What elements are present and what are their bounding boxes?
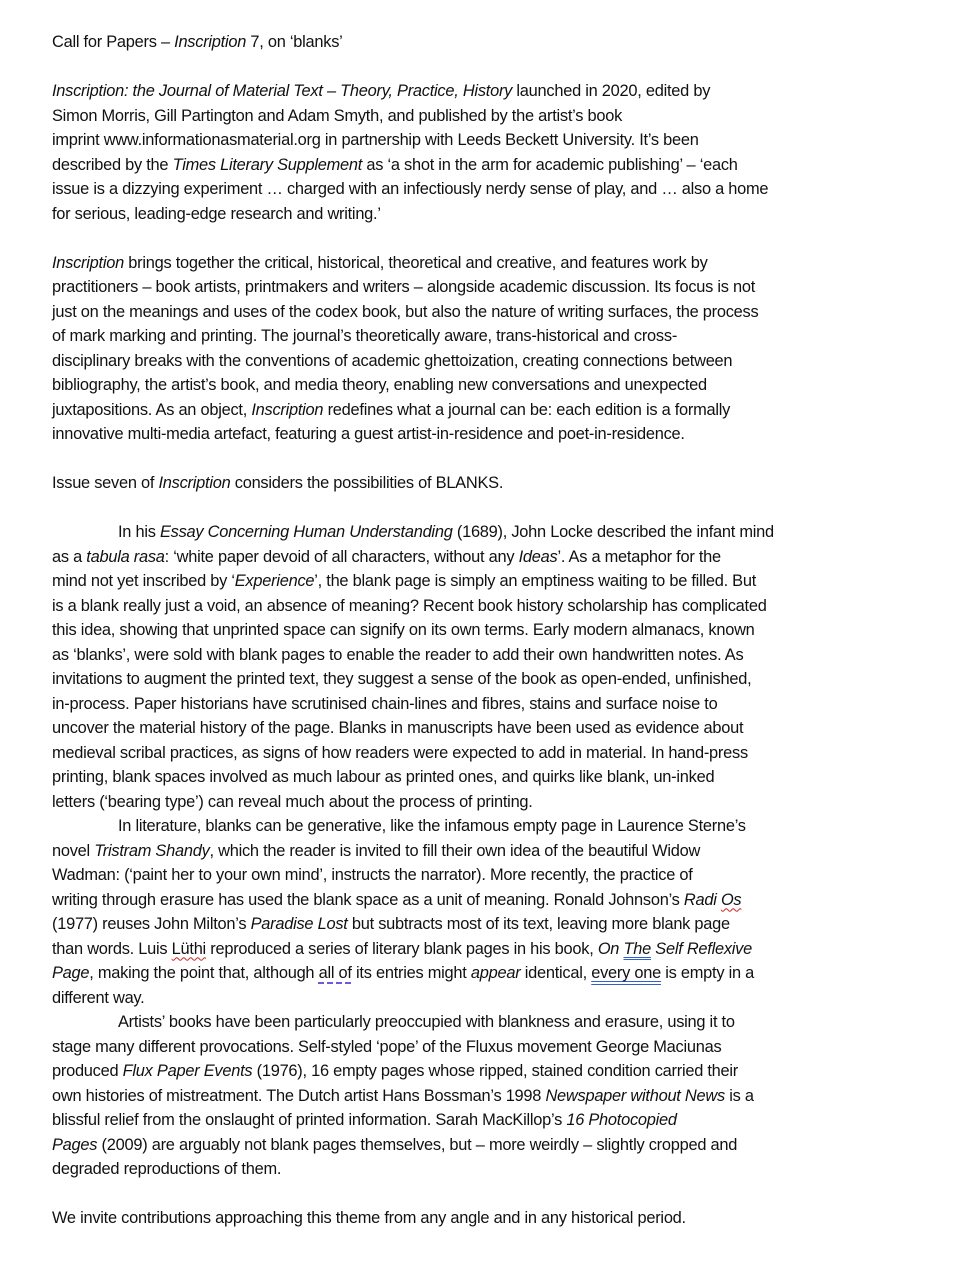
text-run: juxtapositions. As an object, xyxy=(52,400,252,419)
grammar-flag-text: all of xyxy=(318,964,352,982)
about-paragraph xyxy=(52,251,932,447)
text-line xyxy=(52,275,932,300)
text-run: , making the point that, although xyxy=(89,964,319,982)
text-run: as ‘blanks’, were sold with blank pages to enable the reader to add their own handwritten notes. As xyxy=(52,645,744,664)
italic-text: Inscription xyxy=(158,474,231,492)
text-line xyxy=(52,618,932,643)
invitation-paragraph xyxy=(52,1206,932,1231)
text-run: for serious, leading-edge research and writing.’ xyxy=(52,204,381,223)
text-line xyxy=(52,1108,932,1133)
text-run: disciplinary breaks with the conventions of academic ghettoization, creating connections between xyxy=(52,351,733,370)
italic-text: Inscription xyxy=(251,400,324,419)
text-line xyxy=(52,128,932,153)
text-line xyxy=(52,520,932,545)
italic-text: Self Reflexive xyxy=(650,939,752,958)
spelling-error-text: Os xyxy=(720,890,742,909)
text-run: described by the xyxy=(52,155,173,174)
text-run: (1976), 16 empty pages whose ripped, stained condition carried their xyxy=(252,1062,739,1080)
italic-text: Tristram Shandy xyxy=(94,841,210,860)
artists-books-paragraph xyxy=(52,1010,932,1182)
italic-text: Ideas xyxy=(518,547,558,566)
text-line xyxy=(52,765,932,790)
italic-text: Page xyxy=(52,964,90,982)
text-run: than words. Luis xyxy=(52,939,172,958)
text-run: is empty in a xyxy=(660,964,755,982)
text-line xyxy=(52,716,932,741)
text-run: but subtracts most of its text, leaving more blank page xyxy=(347,915,730,933)
text-run: reproduced a series of literary blank pages in his book, xyxy=(205,939,598,958)
italic-text: Experience xyxy=(234,572,315,590)
text-run: just on the meanings and uses of the codex book, but also the nature of writing surfaces, the process xyxy=(52,302,759,321)
text-run: mind not yet inscribed by ‘ xyxy=(52,572,235,590)
document-body xyxy=(52,79,932,1231)
text-line xyxy=(52,741,932,766)
text-line xyxy=(52,912,932,937)
text-run: writing through erasure has used the blank space as a unit of meaning. Ronald Johnson’s xyxy=(52,890,684,909)
text-run: 7, on ‘blanks’ xyxy=(246,33,343,51)
text-line xyxy=(52,1133,932,1158)
text-line xyxy=(52,643,932,668)
text-line xyxy=(52,863,932,888)
text-run: Wadman: (‘paint her to your own mind’, instructs the narrator). More recently, the practice of xyxy=(52,866,693,884)
italic-text: Inscription xyxy=(174,33,247,51)
text-line xyxy=(52,1206,932,1231)
text-run: bibliography, the artist’s book, and media theory, enabling new conversations and unexpected xyxy=(52,376,707,394)
literature-paragraph xyxy=(52,814,932,1010)
italic-text: appear xyxy=(470,964,521,982)
text-run: : ‘white paper devoid of all characters, without any xyxy=(164,547,519,566)
text-run: ’. As a metaphor for the xyxy=(557,547,721,566)
spelling-error-text: Lüthi xyxy=(171,939,206,958)
text-run: invitations to augment the printed text, they suggest a sense of the book as open-ended, unfinished, xyxy=(52,670,752,688)
text-run: considers the possibilities of BLANKS. xyxy=(230,474,504,492)
text-run: as ‘a shot in the arm for academic publishing’ – ‘each xyxy=(362,155,738,174)
text-line xyxy=(52,1059,932,1084)
text-run: produced xyxy=(52,1062,123,1080)
text-run: Simon Morris, Gill Partington and Adam Smyth, and published by the artist’s book xyxy=(52,106,623,125)
text-run: Call for Papers – xyxy=(52,33,175,51)
italic-text: Inscription xyxy=(52,253,124,272)
text-run: novel xyxy=(52,841,95,860)
text-run: , which the reader is invited to fill their own idea of the beautiful Widow xyxy=(209,841,701,860)
text-run: degraded reproductions of them. xyxy=(52,1160,282,1178)
text-run: In literature, blanks can be generative, like the infamous empty page in Laurence Sterne’s xyxy=(118,817,746,835)
text-line xyxy=(52,177,932,202)
text-line xyxy=(52,422,932,447)
text-line xyxy=(52,569,932,594)
italic-text: Pages xyxy=(52,1135,98,1154)
text-line xyxy=(52,545,932,570)
text-line xyxy=(52,692,932,717)
grammar-flag-text: every one xyxy=(591,964,661,982)
text-run: launched in 2020, edited by xyxy=(512,82,711,100)
text-line xyxy=(52,961,932,986)
blank-line xyxy=(52,226,932,251)
text-line xyxy=(52,937,932,962)
blank-line xyxy=(52,496,932,521)
text-run: issue is a dizzying experiment … charged with an infectiously nerdy sense of play, and … also a home xyxy=(52,180,769,198)
text-line xyxy=(52,349,932,374)
text-run: this idea, showing that unprinted space can signify on its own terms. Early modern almanacs, known xyxy=(52,621,755,639)
text-run: We invite contributions approaching this theme from any angle and in any historical period. xyxy=(52,1209,686,1227)
text-run: of mark marking and printing. The journal’s theoretically aware, trans-historical and cross- xyxy=(52,327,678,345)
text-run: brings together the critical, historical, theoretical and creative, and features work by xyxy=(123,253,708,272)
text-run: (2009) are arguably not blank pages themselves, but – more weirdly – slightly cropped and xyxy=(97,1135,738,1154)
locke-paragraph xyxy=(52,520,932,814)
text-run: is a xyxy=(724,1086,754,1105)
italic-text: tabula rasa xyxy=(86,547,165,566)
text-line xyxy=(52,202,932,227)
text-run: (1689), John Locke described the infant mind xyxy=(452,523,774,541)
text-run: printing, blank spaces involved as much labour as printed ones, and quirks like blank, un-inked xyxy=(52,768,715,786)
text-run: is a blank really just a void, an absence of meaning? Recent book history scholarship has complicated xyxy=(52,596,767,615)
text-line xyxy=(52,471,932,496)
text-line xyxy=(52,1084,932,1109)
text-line xyxy=(52,373,932,398)
text-run: letters (‘bearing type’) can reveal much about the process of printing. xyxy=(52,792,533,811)
text-line xyxy=(52,104,932,129)
italic-text: Flux Paper Events xyxy=(122,1062,253,1080)
text-run: practitioners – book artists, printmakers and writers – alongside academic discussion. Its focus is not xyxy=(52,278,756,296)
text-line xyxy=(52,1035,932,1060)
italic-text: On xyxy=(597,939,624,958)
text-line xyxy=(52,986,932,1011)
italic-text: 16 Photocopied xyxy=(566,1111,677,1129)
italic-text: Newspaper without News xyxy=(545,1086,725,1105)
blank-line xyxy=(52,447,932,472)
text-line xyxy=(52,667,932,692)
text-run: (1977) reuses John Milton’s xyxy=(52,915,251,933)
text-run: its entries might xyxy=(351,964,471,982)
text-run: different way. xyxy=(52,988,145,1007)
text-run: stage many different provocations. Self-styled ‘pope’ of the Fluxus movement George Maciunas xyxy=(52,1037,722,1056)
text-run: In his xyxy=(118,523,160,541)
italic-text: Paradise Lost xyxy=(250,915,348,933)
text-line xyxy=(52,79,932,104)
text-line xyxy=(52,790,932,815)
theme-paragraph xyxy=(52,471,932,496)
text-run: medieval scribal practices, as signs of how readers were expected to add in material. In hand-press xyxy=(52,743,748,762)
text-line xyxy=(52,1157,932,1182)
text-run: identical, xyxy=(520,964,592,982)
text-run: blissful relief from the onslaught of printed information. Sarah MacKillop’s xyxy=(52,1111,567,1129)
text-run: ’, the blank page is simply an emptiness waiting to be filled. But xyxy=(314,572,757,590)
text-line xyxy=(52,300,932,325)
blank-line xyxy=(52,1182,932,1207)
text-run: redefines what a journal can be: each edition is a formally xyxy=(323,400,731,419)
italic-text: Essay Concerning Human Understanding xyxy=(159,523,453,541)
text-line xyxy=(52,153,932,178)
text-line xyxy=(52,1010,932,1035)
text-run: innovative multi-media artefact, featuring a guest artist-in-residence and poet-in-residence. xyxy=(52,425,685,443)
text-line xyxy=(52,251,932,276)
text-line xyxy=(52,814,932,839)
text-run: imprint www.informationasmaterial.org in partnership with Leeds Beckett University. It’s been xyxy=(52,131,699,149)
text-run: as a xyxy=(52,547,87,566)
intro-paragraph xyxy=(52,79,932,226)
document-title xyxy=(52,30,932,55)
italic-text: Radi xyxy=(683,890,721,909)
text-run: Issue seven of xyxy=(52,474,159,492)
text-run: Artists’ books have been particularly preoccupied with blankness and erasure, using it to xyxy=(118,1013,735,1031)
text-run: in-process. Paper historians have scrutinised chain-lines and fibres, stains and surface noise to xyxy=(52,694,718,713)
text-line xyxy=(52,594,932,619)
text-line xyxy=(52,839,932,864)
document-page xyxy=(52,30,932,1231)
grammar-flag-text: The xyxy=(623,939,651,958)
text-line xyxy=(52,398,932,423)
text-line xyxy=(52,324,932,349)
text-run: own histories of mistreatment. The Dutch artist Hans Bossman’s 1998 xyxy=(52,1086,546,1105)
text-line xyxy=(52,888,932,913)
text-run: uncover the material history of the page. Blanks in manuscripts have been used as evidence about xyxy=(52,719,744,737)
blank-line xyxy=(52,55,932,80)
italic-text: Inscription: the Journal of Material Text – Theory, Practice, History xyxy=(52,82,513,100)
italic-text: Times Literary Supplement xyxy=(172,155,363,174)
